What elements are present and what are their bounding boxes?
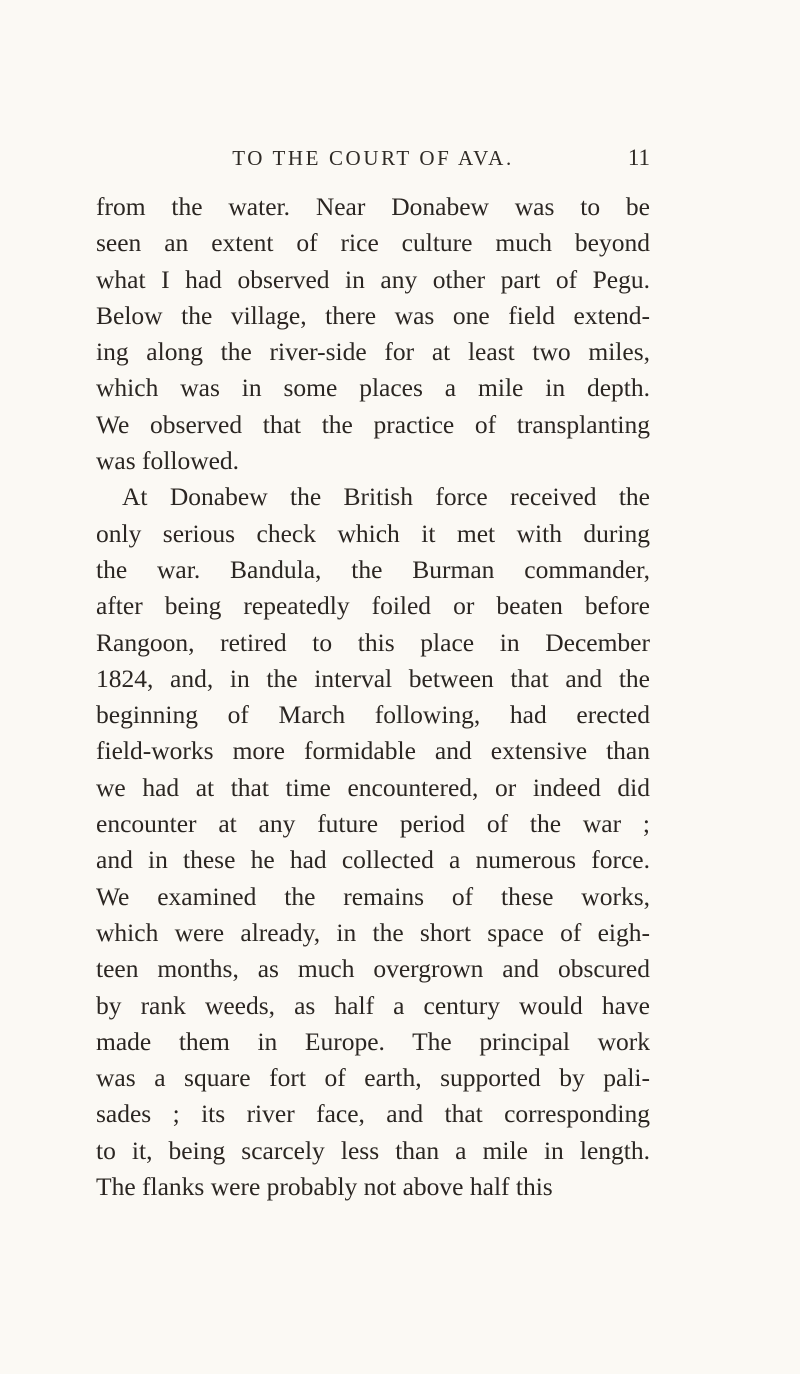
text-line: teen months, as much overgrown and obscured <box>96 954 650 984</box>
text-line: after being repeatedly foiled or beaten before <box>96 591 650 621</box>
text-line: Rangoon, retired to this place in December <box>96 627 650 657</box>
text-line: by rank weeds, as half a century would have <box>96 990 650 1020</box>
running-head <box>96 143 650 173</box>
text-line: We examined the remains of these works, <box>96 881 650 911</box>
text-line: what I had observed in any other part of Pegu. <box>96 264 650 294</box>
text-line: 1824, and, in the interval between that and the <box>96 663 650 693</box>
body-text <box>96 189 650 1205</box>
running-title: TO THE COURT OF AVA. <box>232 146 514 170</box>
text-line: and in these he had collected a numerous force. <box>96 845 650 875</box>
page-number: 11 <box>627 145 650 170</box>
text-line: from the water. Near Donabew was to be <box>96 192 650 221</box>
text-line: seen an extent of rice culture much beyond <box>96 228 650 258</box>
text-line: made them in Europe. The principal work <box>96 1026 650 1056</box>
text-line: ing along the river-side for at least two miles, <box>96 337 650 367</box>
text-line: only serious check which it met with during <box>96 518 650 548</box>
text-line: which were already, in the short space of eigh- <box>96 917 650 947</box>
text-line: At Donabew the British force received the <box>122 482 650 512</box>
text-line: beginning of March following, had erected <box>96 700 650 730</box>
text-line: Below the village, there was one field extend- <box>96 300 650 330</box>
text-line: which was in some places a mile in depth. <box>96 373 650 403</box>
text-line: encounter at any future period of the war ; <box>96 809 650 839</box>
text-line: to it, being scarcely less than a mile in length. <box>96 1135 650 1165</box>
text-line: field-works more formidable and extensive than <box>96 736 650 766</box>
text-line: sades ; its river face, and that corresponding <box>96 1099 650 1129</box>
text-line: The flanks were probably not above half this <box>96 1172 553 1202</box>
text-line: was followed. <box>96 446 240 476</box>
text-line: the war. Bandula, the Burman commander, <box>96 554 650 584</box>
text-line: We observed that the practice of transplanting <box>96 409 650 439</box>
text-line: was a square fort of earth, supported by pali- <box>96 1063 650 1093</box>
text-line: we had at that time encountered, or indeed did <box>96 772 650 802</box>
